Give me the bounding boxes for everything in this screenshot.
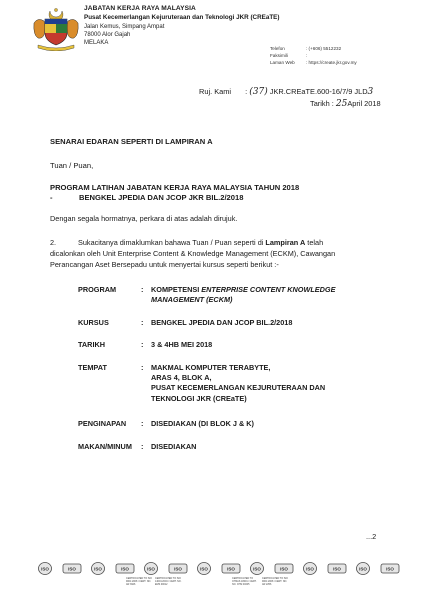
contact-laman-web xyxy=(270,60,357,65)
detail-label-penginapan: PENGINAPAN xyxy=(78,419,127,428)
svg-text:ISO: ISO xyxy=(226,566,235,572)
svg-text:ISO: ISO xyxy=(279,566,288,572)
address-line: MELAKA xyxy=(84,40,109,46)
ruj-handwritten-volume: 3 xyxy=(367,87,374,97)
address-line: Jalan Kemus, Simpang Ampat xyxy=(84,24,165,30)
ruj-label: Ruj. Kami xyxy=(199,87,232,96)
certification-badge xyxy=(246,562,268,575)
contact-label: Faksimili xyxy=(270,53,288,58)
svg-text:ISO: ISO xyxy=(332,566,341,572)
recipient: SENARAI EDARAN SEPERTI DI LAMPIRAN A xyxy=(50,137,213,146)
detail-value-kursus: BENGKEL JPEDIA DAN JCOP BIL.2/2018 xyxy=(151,318,293,327)
detail-colon: : xyxy=(141,363,144,372)
detail-label-makan-minum: MAKAN/MINUM xyxy=(78,442,132,451)
certification-logo-icon xyxy=(114,562,136,575)
contact-value: : (+606) 5512232 xyxy=(306,46,342,51)
tarikh-label: Tarikh : xyxy=(310,99,334,108)
tempat-line: ARAS 4, BLOK A, xyxy=(151,373,212,383)
detail-colon: : xyxy=(141,442,144,451)
svg-text:ISO: ISO xyxy=(253,566,261,572)
certification-logo-icon xyxy=(140,562,162,575)
certification-logo-icon xyxy=(167,562,189,575)
svg-text:ISO: ISO xyxy=(147,566,155,572)
certification-badge xyxy=(299,562,321,575)
certification-caption: CERTIFICATED TO ISO 9001:2008 / CERT. NO. AR 2256 xyxy=(262,577,288,586)
lampiran-a-reference: Lampiran A xyxy=(265,238,306,247)
certification-logo-icon xyxy=(379,562,401,575)
detail-value-makan-minum: DISEDIAKAN xyxy=(151,442,197,451)
certification-logo-icon xyxy=(326,562,348,575)
certification-badge xyxy=(87,562,109,575)
certification-badge xyxy=(379,562,401,575)
contact-value: : xyxy=(306,53,308,58)
certification-logo-icon xyxy=(34,562,56,575)
certification-caption: CERTIFICATED TO ISO 14001:2004 / CERT. NO. EMS 00012 xyxy=(155,577,182,586)
certification-badge xyxy=(193,562,215,575)
ruj-colon: : xyxy=(245,87,248,96)
subject-bullet: - xyxy=(50,193,53,202)
org-name: JABATAN KERJA RAYA MALAYSIA xyxy=(84,5,196,12)
certification-badge xyxy=(114,562,136,575)
certification-badge xyxy=(352,562,374,575)
svg-text:ISO: ISO xyxy=(173,566,182,572)
paragraph-1: Dengan segala hormatnya, perkara di atas adalah dirujuk. xyxy=(50,214,238,223)
program-italic-text: ENTERPRISE CONTENT KNOWLEDGE xyxy=(201,285,336,294)
detail-value-penginapan: DISEDIAKAN (DI BLOK J & K) xyxy=(151,419,254,428)
certification-logo-icon xyxy=(220,562,242,575)
paragraph-2-line-2: dicalonkan oleh Unit Enterprise Content & Knowledge Management (ECKM), Cawangan xyxy=(50,249,336,258)
jata-negara-crest xyxy=(30,7,82,51)
subject-line-2: BENGKEL JPEDIA DAN JCOP JKR BIL.2/2018 xyxy=(79,193,244,202)
address-line: 78000 Alor Gajah xyxy=(84,32,131,38)
svg-text:ISO: ISO xyxy=(41,566,49,572)
salutation: Tuan / Puan, xyxy=(50,161,94,170)
contact-label: Telefon xyxy=(270,46,285,51)
svg-text:ISO: ISO xyxy=(67,566,76,572)
ruj-handwritten-number: (37) xyxy=(249,87,268,97)
detail-value-tempat xyxy=(151,363,325,404)
detail-label-tarikh: TARIKH xyxy=(78,340,106,349)
detail-colon: : xyxy=(141,419,144,428)
certification-badge xyxy=(140,562,162,575)
contact-telefon xyxy=(270,46,341,51)
certification-logo-icon xyxy=(352,562,374,575)
svg-text:ISO: ISO xyxy=(359,566,367,572)
detail-colon: : xyxy=(141,340,144,349)
certification-logo-icon xyxy=(246,562,268,575)
contact-label: Laman Web xyxy=(270,60,295,65)
svg-text:ISO: ISO xyxy=(385,566,394,572)
certification-badge xyxy=(34,562,56,575)
org-subname: Pusat Kecemerlangan Kejuruteraan dan Teknologi JKR (CREaTE) xyxy=(84,14,280,21)
program-text: MANAGEMENT (ECKM) xyxy=(151,295,233,305)
svg-text:ISO: ISO xyxy=(120,566,129,572)
detail-label-tempat: TEMPAT xyxy=(78,363,107,372)
detail-colon: : xyxy=(141,285,144,294)
contact-faksimili xyxy=(270,53,307,58)
tempat-line: MAKMAL KOMPUTER TERABYTE, xyxy=(151,363,271,372)
paragraph-2-line-1 xyxy=(78,238,323,248)
reference-tarikh xyxy=(310,99,381,109)
page-continuation-marker: ...2 xyxy=(366,532,377,541)
tempat-line: PUSAT KECEMERLANGAN KEJURUTERAAN DAN xyxy=(151,383,326,393)
paragraph-2-text: Sukacitanya dimaklumkan bahawa Tuan / Puan seperti di xyxy=(78,238,266,247)
certification-logo-icon xyxy=(193,562,215,575)
svg-text:ISO: ISO xyxy=(94,566,102,572)
certification-badge xyxy=(273,562,295,575)
detail-value-tarikh: 3 & 4HB MEI 2018 xyxy=(151,340,213,349)
certification-badge xyxy=(220,562,242,575)
certification-logo-icon xyxy=(273,562,295,575)
contact-value: : https://create.jkr.gov.my xyxy=(306,60,357,65)
detail-label-kursus: KURSUS xyxy=(78,318,109,327)
paragraph-2-text: telah xyxy=(305,238,324,247)
certification-logo-icon xyxy=(61,562,83,575)
certification-logo-icon xyxy=(299,562,321,575)
svg-text:ISO: ISO xyxy=(306,566,314,572)
detail-label-program: PROGRAM xyxy=(78,285,117,294)
certification-caption: CERTIFICATED TO OHSAS 18001 / CERT. NO. OHS 00345 xyxy=(232,577,257,586)
reference-ruj xyxy=(199,87,373,97)
certification-logo-icon xyxy=(87,562,109,575)
detail-colon: : xyxy=(141,318,144,327)
subject-line-1: PROGRAM LATIHAN JABATAN KERJA RAYA MALAYSIA TAHUN 2018 xyxy=(50,183,300,192)
program-text: KOMPETENSI xyxy=(151,285,202,294)
tempat-line: TEKNOLOGI JKR (CREaTE) xyxy=(151,393,247,403)
paragraph-2-line-3: Perancangan Aset Bersepadu untuk menyertai kursus seperti berikut :- xyxy=(50,260,279,269)
tarikh-handwritten-day: 25 xyxy=(335,99,348,109)
ruj-value: JKR.CREaTE.600-16/7/9 JLD xyxy=(267,87,368,96)
detail-value-program xyxy=(151,285,335,305)
tarikh-value: April 2018 xyxy=(347,99,381,108)
paragraph-2-number: 2. xyxy=(50,238,57,247)
svg-text:ISO: ISO xyxy=(200,566,208,572)
certification-badge xyxy=(167,562,189,575)
certification-badge xyxy=(61,562,83,575)
certification-badge xyxy=(326,562,348,575)
certification-caption: CERTIFICATED TO ISO 9001:2008 / CERT. NO. AR 3926 xyxy=(126,577,152,586)
